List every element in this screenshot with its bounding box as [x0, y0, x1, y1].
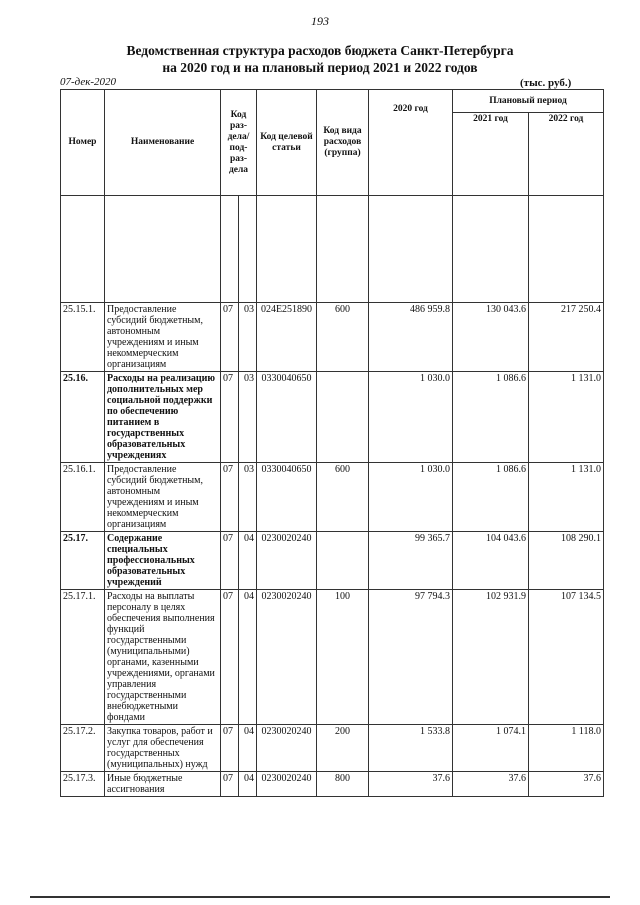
row-target-code: 0230020240 — [257, 772, 317, 797]
row-expense-type: 600 — [317, 303, 369, 372]
row-amount-2021: 1 074.1 — [453, 725, 529, 772]
row-name: Расходы на реализацию дополнительных мер социальной поддержки по обеспечению питанием в государственных образовательных учреждениях — [105, 372, 221, 463]
row-name: Закупка товаров, работ и услуг для обеспечения государственных (муниципальных) нужд — [105, 725, 221, 772]
row-expense-type: 200 — [317, 725, 369, 772]
row-section: 07 — [221, 303, 239, 372]
row-amount-2021: 130 043.6 — [453, 303, 529, 372]
table-row — [61, 303, 604, 372]
row-amount-2021: 1 086.6 — [453, 372, 529, 463]
row-section: 07 — [221, 372, 239, 463]
row-name: Иные бюджетные ассигнования — [105, 772, 221, 797]
header-section: Код раз- дела/ под- раз- дела — [221, 90, 257, 196]
row-number: 25.17. — [61, 532, 105, 590]
row-amount-2022: 37.6 — [529, 772, 604, 797]
row-subsection: 04 — [239, 532, 257, 590]
row-amount-2020: 97 794.3 — [369, 590, 453, 725]
header-name: Наименование — [105, 90, 221, 196]
row-subsection: 03 — [239, 303, 257, 372]
row-number: 25.17.1. — [61, 590, 105, 725]
row-number: 25.16. — [61, 372, 105, 463]
table-row — [61, 372, 604, 463]
row-number: 25.17.2. — [61, 725, 105, 772]
row-amount-2022: 1 131.0 — [529, 463, 604, 532]
row-amount-2022: 217 250.4 — [529, 303, 604, 372]
row-target-code: 0230020240 — [257, 725, 317, 772]
document-date: 07-дек-2020 — [60, 76, 117, 88]
row-amount-2021: 1 086.6 — [453, 463, 529, 532]
row-amount-2021: 37.6 — [453, 772, 529, 797]
row-amount-2021: 104 043.6 — [453, 532, 529, 590]
header-2022: 2022 год — [529, 113, 604, 196]
row-amount-2020: 1 030.0 — [369, 463, 453, 532]
row-amount-2022: 1 118.0 — [529, 725, 604, 772]
page-number: 193 — [311, 14, 329, 28]
header-2020: 2020 год — [369, 90, 453, 196]
table-row — [61, 463, 604, 532]
row-amount-2021: 102 931.9 — [453, 590, 529, 725]
row-number: 25.16.1. — [61, 463, 105, 532]
row-amount-2020: 37.6 — [369, 772, 453, 797]
units-label: (тыс. руб.) — [520, 77, 572, 89]
row-section: 07 — [221, 772, 239, 797]
footer-line — [30, 896, 610, 898]
table-row — [61, 772, 604, 797]
row-subsection: 04 — [239, 590, 257, 725]
row-target-code: 0330040650 — [257, 463, 317, 532]
row-expense-type: 600 — [317, 463, 369, 532]
row-number: 25.15.1. — [61, 303, 105, 372]
document-title — [0, 42, 640, 76]
header-target: Код целевой статьи — [257, 90, 317, 196]
row-target-code: 0230020240 — [257, 532, 317, 590]
row-name: Предоставление субсидий бюджетным, автономным учреждениям и иным некоммерческим организациям — [105, 463, 221, 532]
table-row — [61, 532, 604, 590]
row-amount-2020: 1 533.8 — [369, 725, 453, 772]
row-expense-type: 100 — [317, 590, 369, 725]
row-target-code: 0330040650 — [257, 372, 317, 463]
budget-table — [60, 89, 604, 797]
row-name: Содержание специальных профессиональных образовательных учреждений — [105, 532, 221, 590]
row-subsection: 03 — [239, 463, 257, 532]
header-2021: 2021 год — [453, 113, 529, 196]
row-amount-2020: 99 365.7 — [369, 532, 453, 590]
header-type: Код вида расходов (группа) — [317, 90, 369, 196]
row-amount-2020: 486 959.8 — [369, 303, 453, 372]
table-row — [61, 590, 604, 725]
row-name: Расходы на выплаты персоналу в целях обеспечения выполнения функций государственными (муниципальными) органами, казенными учреждениями, органами управления государственными внебюджетными фондами — [105, 590, 221, 725]
header-number: Номер — [61, 90, 105, 196]
row-subsection: 04 — [239, 725, 257, 772]
row-section: 07 — [221, 532, 239, 590]
row-expense-type — [317, 372, 369, 463]
table-row — [61, 725, 604, 772]
row-name: Предоставление субсидий бюджетным, автономным учреждениям и иным некоммерческим организациям — [105, 303, 221, 372]
header-planned: Плановый период — [453, 90, 604, 113]
title-line-1: Ведомственная структура расходов бюджета Санкт-Петербурга — [126, 43, 514, 58]
row-section: 07 — [221, 725, 239, 772]
spacer-row — [61, 196, 604, 303]
row-amount-2022: 108 290.1 — [529, 532, 604, 590]
row-section: 07 — [221, 463, 239, 532]
row-section: 07 — [221, 590, 239, 725]
row-target-code: 0230020240 — [257, 590, 317, 725]
row-amount-2020: 1 030.0 — [369, 372, 453, 463]
row-target-code: 024Е251890 — [257, 303, 317, 372]
row-subsection: 03 — [239, 372, 257, 463]
row-amount-2022: 1 131.0 — [529, 372, 604, 463]
title-line-2: на 2020 год и на плановый период 2021 и 2022 годов — [162, 60, 478, 75]
row-expense-type — [317, 532, 369, 590]
row-expense-type: 800 — [317, 772, 369, 797]
row-number: 25.17.3. — [61, 772, 105, 797]
header-row-1 — [61, 90, 604, 113]
row-amount-2022: 107 134.5 — [529, 590, 604, 725]
row-subsection: 04 — [239, 772, 257, 797]
